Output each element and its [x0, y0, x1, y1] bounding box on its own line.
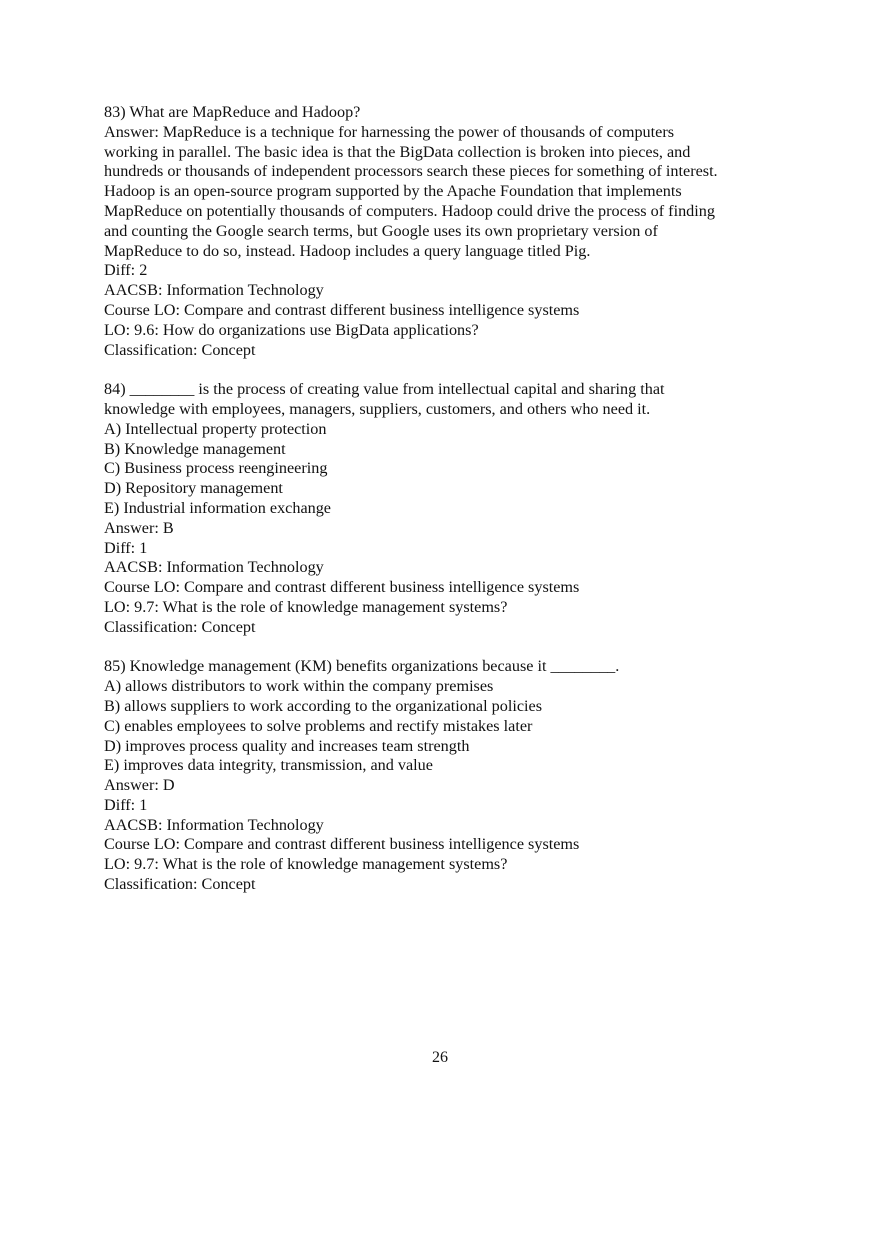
- option-c: C) enables employees to solve problems and rectify mistakes later: [104, 716, 533, 735]
- answer-line: Answer: MapReduce is a technique for harnessing the power of thousands of computers: [104, 122, 675, 141]
- option-a: A) allows distributors to work within the company premises: [104, 677, 494, 696]
- answer-line: working in parallel. The basic idea is that the BigData collection is broken into pieces, and: [104, 142, 691, 161]
- option-d: D) improves process quality and increases team strength: [104, 736, 470, 755]
- answer-line: MapReduce to do so, instead. Hadoop includes a query language titled Pig.: [104, 241, 591, 260]
- aacsb: AACSB: Information Technology: [104, 281, 324, 300]
- question-block-84: [104, 380, 764, 637]
- question-text: 83) What are MapReduce and Hadoop?: [104, 103, 361, 121]
- document-page: [104, 103, 764, 915]
- option-b: B) allows suppliers to work according to the organizational policies: [104, 696, 543, 715]
- course-lo: Course LO: Compare and contrast different business intelligence systems: [104, 300, 580, 319]
- difficulty: Diff: 1: [104, 538, 148, 557]
- classification: Classification: Concept: [104, 340, 256, 359]
- option-b: B) Knowledge management: [104, 439, 286, 458]
- option-e: E) Industrial information exchange: [104, 498, 331, 517]
- question-text: 84) ________ is the process of creating value from intellectual capital and sharing that: [104, 380, 665, 399]
- option-c: C) Business process reengineering: [104, 459, 328, 478]
- page-number: 26: [432, 1049, 448, 1066]
- difficulty: Diff: 2: [104, 261, 148, 280]
- difficulty: Diff: 1: [104, 795, 148, 814]
- question-block-83: [104, 103, 764, 360]
- answer: Answer: B: [104, 518, 174, 537]
- option-a: A) Intellectual property protection: [104, 419, 327, 438]
- classification: Classification: Concept: [104, 617, 256, 636]
- answer-line: MapReduce on potentially thousands of computers. Hadoop could drive the process of finding: [104, 201, 715, 220]
- question-text: knowledge with employees, managers, suppliers, customers, and others who need it.: [104, 399, 651, 418]
- option-e: E) improves data integrity, transmission, and value: [104, 756, 433, 775]
- question-block-85: [104, 657, 764, 895]
- answer-line: Hadoop is an open-source program supported by the Apache Foundation that implements: [104, 182, 682, 201]
- course-lo: Course LO: Compare and contrast different business intelligence systems: [104, 835, 580, 854]
- answer-line: hundreds or thousands of independent processors search these pieces for something of interest.: [104, 162, 718, 181]
- learning-objective: LO: 9.7: What is the role of knowledge management systems?: [104, 597, 508, 616]
- question-text: 85) Knowledge management (KM) benefits organizations because it ________.: [104, 657, 620, 676]
- learning-objective: LO: 9.6: How do organizations use BigData applications?: [104, 320, 479, 339]
- classification: Classification: Concept: [104, 875, 256, 894]
- option-d: D) Repository management: [104, 479, 283, 498]
- answer: Answer: D: [104, 776, 175, 795]
- learning-objective: LO: 9.7: What is the role of knowledge management systems?: [104, 855, 508, 874]
- answer-line: and counting the Google search terms, but Google uses its own proprietary version of: [104, 221, 658, 240]
- course-lo: Course LO: Compare and contrast different business intelligence systems: [104, 578, 580, 597]
- aacsb: AACSB: Information Technology: [104, 558, 324, 577]
- aacsb: AACSB: Information Technology: [104, 815, 324, 834]
